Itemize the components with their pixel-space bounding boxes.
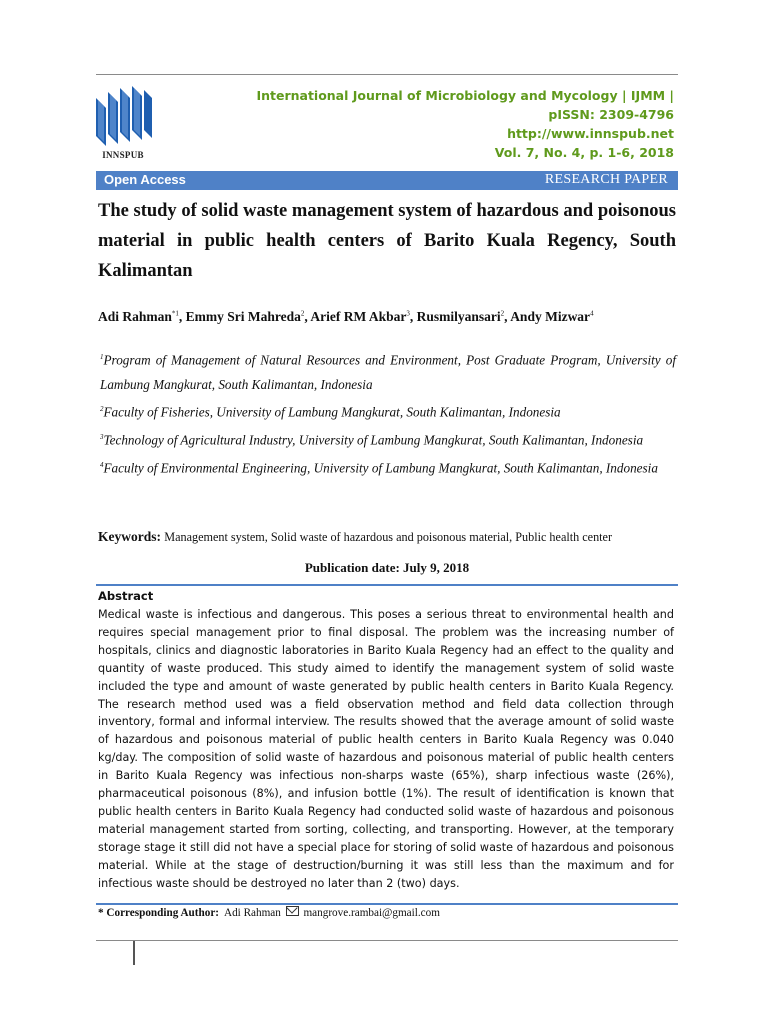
author-list: Adi Rahman$^{*1}$, Emmy Sri Mahreda$^2$, Arief RM Akbar$^3$, Rusmilyansari$^2$, Andy Mizwar$^4$ (98, 309, 594, 324)
journal-name: International Journal of Microbiology and Mycology | IJMM | (256, 88, 674, 103)
journal-url[interactable]: http://www.innspub.net (507, 126, 674, 141)
footer-rule (96, 940, 678, 941)
author-sup: 3 (406, 309, 410, 318)
affiliation-sup: 1 (100, 353, 104, 361)
corresponding-author (98, 906, 440, 919)
corresponding-label: * Corresponding Author: (98, 907, 220, 919)
abstract-top-rule (96, 584, 678, 586)
journal-issn: pISSN: 2309-4796 (548, 107, 674, 122)
article-title: The study of solid waste management system of hazardous and poisonous material in public health centers of Barito Kuala Regency, South Kalimantan (98, 201, 676, 281)
footer-vertical-bar (133, 941, 135, 965)
affiliation-text: Faculty of Environmental Engineering, University of Lambung Mangkurat, South Kalimantan, Indonesia (103, 460, 658, 476)
keywords (98, 529, 678, 545)
author-sup: 4 (590, 309, 594, 318)
paper-type-label: RESEARCH PAPER (544, 172, 668, 187)
keywords-label: Keywords: (98, 529, 161, 544)
logo-text: INNSPUB (102, 150, 144, 160)
affiliation (100, 345, 676, 397)
author: Arief RM Akbar (310, 309, 407, 324)
affiliation (100, 425, 676, 453)
corresponding-email[interactable]: mangrove.rambai@gmail.com (303, 907, 440, 919)
open-access-label: Open Access (104, 172, 186, 187)
journal-volume: Vol. 7, No. 4, p. 1-6, 2018 (494, 145, 674, 160)
abstract-body: Medical waste is infectious and dangerous. This poses a serious threat to environmental health and requires special management prior to final disposal. The problem was the increasing number of hospitals, clinics and diagnostic laboratories in Barito Kuala Regency had an effect to the quality and quantity of waste produced. This study aimed to identify the management system of solid waste included the type and amount of waste generated by public health centers in Barito Kuala Regency. The research method used was a field observation method and field data collection through inventory, formal and informal interview. The results showed that the average amount of solid waste of hazardous and poisonous material of public health centers in Barito Kuala Regency was 0.040 kg/day. The composition of solid waste of hazardous and poisonous material of public health centers in Barito Kuala Regency was infectious non-sharps waste (65%), sharp infectious waste (26%), pharmaceutical poisonous (8%), and infusion bottle (1%). The result of identification is known that public health centers in Barito Kuala Regency had conducted solid waste of hazardous and poisonous material management started from sorting, collecting, and transporting. However, at the temporary storage stage it still did not have a special place for storing of solid waste of hazardous and poisonous material. While at the stage of destruction/burning it was still less than the maximum and for infectious waste should be destroyed no later than 2 (two) days. (98, 608, 674, 890)
affiliation-list (100, 345, 676, 481)
author: Rusmilyansari (416, 309, 501, 324)
author: Adi Rahman (98, 309, 172, 324)
affiliation-sup: 4 (100, 461, 104, 470)
affiliation-text: Technology of Agricultural Industry, University of Lambung Mangkurat, South Kalimantan, Indonesia (103, 432, 644, 448)
journal-header (256, 86, 674, 162)
author-sup: 2 (300, 309, 305, 318)
affiliation (100, 453, 676, 481)
affiliation-text: Faculty of Fisheries, University of Lambung Mangkurat, South Kalimantan, Indonesia (103, 404, 561, 420)
envelope-icon (286, 906, 299, 916)
header-top-rule (96, 74, 678, 75)
affiliation-sup: 2 (100, 405, 104, 414)
author-sup: 2 (500, 309, 505, 318)
author: Emmy Sri Mahreda (185, 309, 301, 324)
publication-date: Publication date: July 9, 2018 (304, 560, 470, 575)
keywords-value: Management system, Solid waste of hazardous and poisonous material, Public health center (164, 530, 613, 544)
affiliation-sup: 3 (100, 433, 104, 442)
affiliation-text: Program of Management of Natural Resources and Environment, Post Graduate Program, University of Lambung Mangkurat, South Kalimantan, Indonesia (100, 352, 676, 392)
abstract-heading: Abstract (98, 589, 154, 603)
abstract-bottom-rule (96, 903, 678, 905)
author: Andy Mizwar (510, 309, 591, 324)
author-sup: *1 (171, 309, 179, 318)
article-banner (96, 171, 678, 190)
corresponding-name: Adi Rahman (224, 907, 281, 919)
affiliation (100, 397, 676, 425)
